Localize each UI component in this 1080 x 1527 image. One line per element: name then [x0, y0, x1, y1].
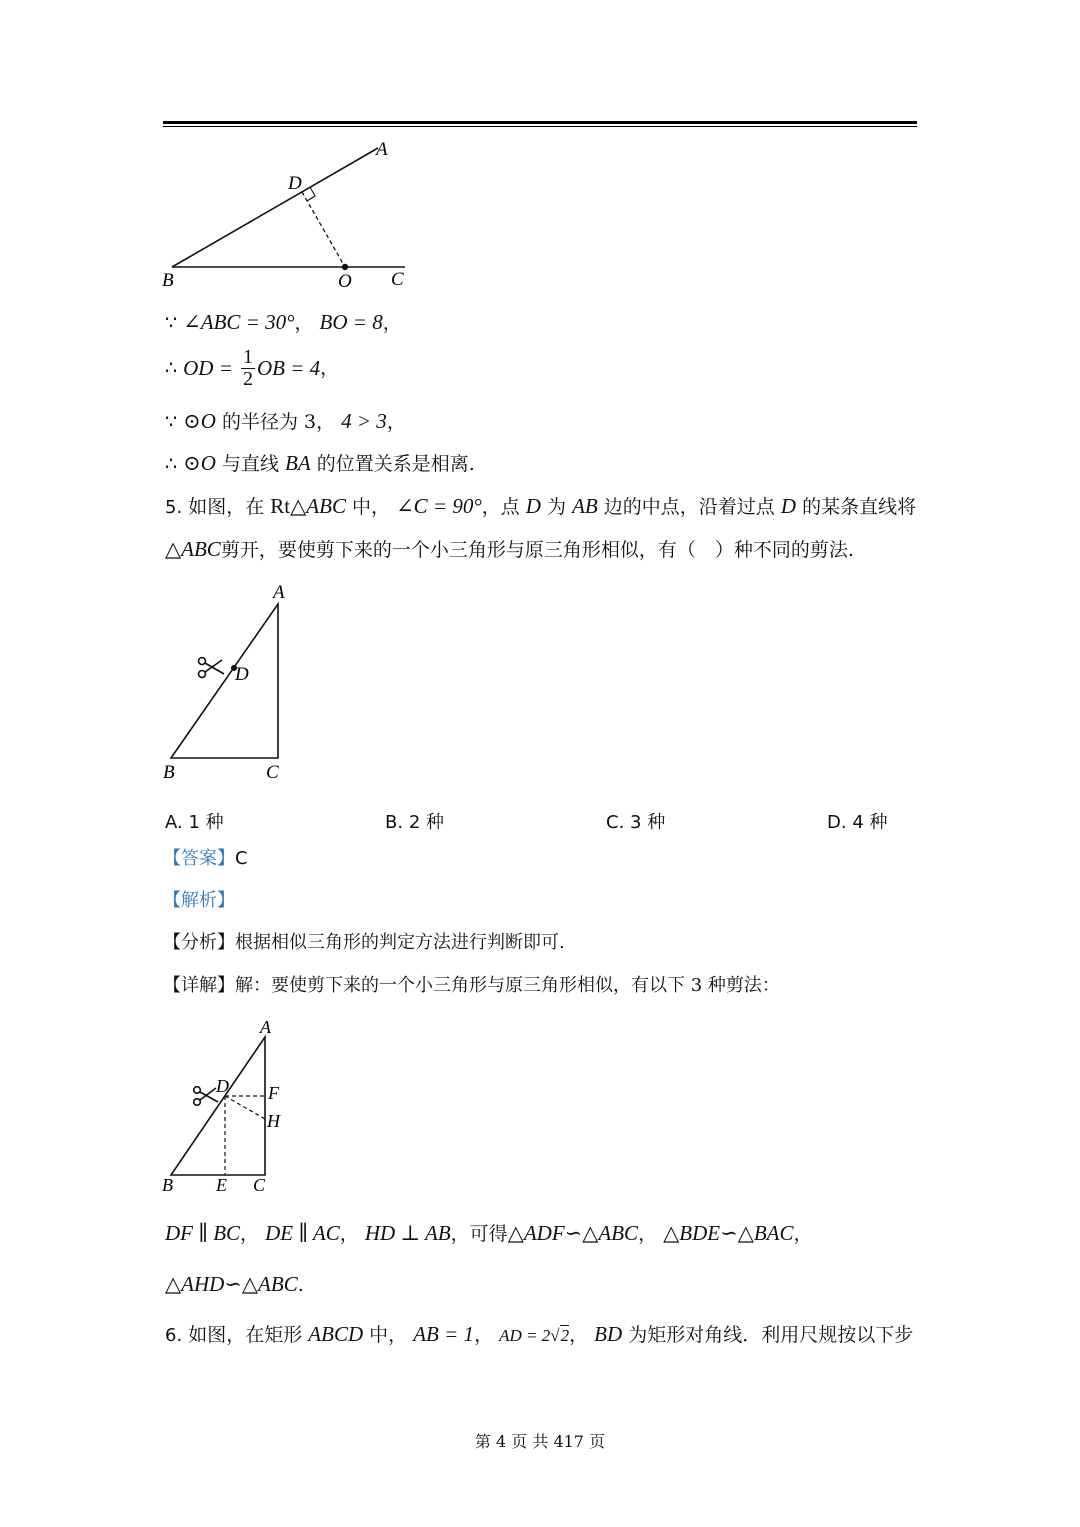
point-d-label: D: [780, 494, 797, 518]
question-text: 为: [547, 496, 567, 518]
label-f: F: [268, 1083, 279, 1103]
figure-angle-abc: [155, 135, 425, 295]
separator: .: [297, 1274, 304, 1296]
question-text: 中，: [352, 496, 391, 518]
angle-c: ∠C = 90°: [396, 494, 482, 518]
answer-value: C: [235, 848, 248, 869]
question-text: 为矩形对角线．利用尺规按以下步: [628, 1324, 914, 1346]
because-symbol: ∵: [165, 411, 178, 433]
circle-o: ⊙O: [183, 409, 216, 433]
question-text: 中，: [369, 1324, 408, 1346]
separator: ，: [240, 1223, 260, 1245]
label-h: H: [267, 1111, 280, 1131]
separator: ，: [793, 1223, 813, 1245]
ab-value: AB = 1: [413, 1322, 475, 1346]
solution-line-1: [165, 312, 402, 333]
scissors-icon: [199, 658, 225, 678]
line-ba-label: BA: [285, 451, 311, 475]
option-d[interactable]: [827, 808, 888, 834]
option-c[interactable]: [606, 808, 665, 834]
result-text: ，可得: [450, 1223, 508, 1245]
conclusion-text-2: 的位置关系是相离.: [316, 453, 475, 475]
separator: ，: [320, 357, 340, 379]
analysis-tag: 【解析】: [163, 890, 235, 911]
separator: ，: [294, 312, 314, 334]
result-line-1: [165, 1223, 813, 1244]
conclusion-text-1: 与直线: [221, 453, 279, 475]
figure-right-triangle: [155, 580, 305, 785]
fenxi-text: 根据相似三角形的判定方法进行判断即可.: [235, 932, 565, 953]
header-rule-bottom: [163, 126, 917, 127]
detail-text: 解：要使剪下来的一个小三角形与原三角形相似，有以下 3 种剪法：: [235, 975, 780, 996]
triangle-abc-shape: [171, 1037, 265, 1175]
question-5-line-2: [165, 539, 854, 560]
ad-value: AD = 2: [499, 1326, 551, 1345]
rt-label: Rt: [270, 494, 291, 518]
option-key: A.: [165, 812, 183, 833]
solution-line-2: [165, 347, 339, 390]
label-d: D: [235, 664, 249, 685]
separator: ，: [386, 411, 406, 433]
option-key: C.: [606, 812, 625, 833]
fraction-numerator: 1: [242, 346, 253, 368]
diagonal-bd: BD: [594, 1322, 623, 1346]
question-number: 6.: [165, 1325, 183, 1346]
solution-line-3: [165, 411, 406, 432]
answer-line: [163, 850, 248, 868]
question-text: ，点: [481, 496, 520, 518]
label-e: E: [216, 1175, 227, 1195]
question-6-line-1: [165, 1324, 913, 1345]
triangle-abc: △ABC: [290, 494, 346, 518]
point-o: [342, 264, 348, 270]
separator: ，: [638, 1223, 658, 1245]
header-rule-top: [163, 121, 917, 124]
label-o: O: [338, 271, 352, 292]
label-a: A: [376, 139, 388, 160]
label-b: B: [162, 270, 174, 291]
page-footer: 第 4 页 共 417 页: [474, 1432, 606, 1451]
segment-dh: [225, 1096, 265, 1119]
similar-ahd-abc: △AHD∽△ABC: [165, 1272, 298, 1296]
option-b[interactable]: [385, 808, 444, 834]
fraction-denominator: 2: [242, 368, 253, 390]
triangle-abc-shape: [171, 604, 278, 758]
label-a: A: [273, 582, 285, 603]
label-a: A: [260, 1017, 271, 1037]
point-d-label: D: [525, 494, 541, 518]
line-ba: [172, 148, 378, 267]
similar-bde-bac: △BDE∽△BAC: [663, 1221, 794, 1245]
ob-rhs: OB = 4: [256, 356, 321, 380]
option-text: 4 种: [852, 812, 888, 833]
question-text: 如图，在矩形: [188, 1324, 303, 1346]
od-lhs: OD =: [183, 356, 233, 380]
option-key: B.: [385, 812, 404, 833]
fenxi-line: [163, 934, 565, 952]
analysis-line: [163, 892, 235, 910]
option-text: 1 种: [188, 812, 224, 833]
question-text: 的某条直线将: [802, 496, 917, 518]
line-od: [302, 192, 345, 267]
question-text: 边的中点，沿着过点: [603, 496, 775, 518]
label-c: C: [253, 1175, 266, 1195]
fenxi-tag: 【分析】: [163, 932, 235, 953]
question-text: 如图，在: [188, 496, 265, 518]
option-text: 2 种: [408, 812, 444, 833]
de-parallel-ac: DE ∥ AC: [265, 1221, 340, 1245]
label-b: B: [162, 1175, 173, 1195]
inequality: 4 > 3: [341, 409, 387, 433]
angle-abc: ∠ABC = 30°: [183, 310, 295, 334]
separator: ，: [382, 312, 402, 334]
sqrt-symbol: √: [550, 1326, 560, 1345]
option-text: 3 种: [630, 812, 666, 833]
solution-line-4: [165, 453, 475, 474]
because-symbol: ∵: [165, 312, 178, 334]
option-key: D.: [827, 812, 847, 833]
label-d: D: [288, 173, 302, 194]
option-a[interactable]: [165, 808, 224, 834]
sqrt-argument: 2: [560, 1326, 570, 1345]
triangle-abc: △ABC: [165, 537, 221, 561]
question-number: 5.: [165, 497, 183, 518]
separator: ，: [474, 1324, 494, 1346]
separator: ，: [339, 1223, 359, 1245]
hd-perp-ab: HD ⊥ AB: [364, 1221, 451, 1245]
scissors-icon: [194, 1087, 218, 1106]
fraction-one-half: [241, 347, 255, 390]
figure-cut-methods: [155, 1015, 305, 1200]
therefore-symbol: ∴: [165, 453, 178, 475]
result-line-2: [165, 1274, 304, 1295]
segment-ab: AB: [572, 494, 598, 518]
label-c: C: [391, 269, 404, 290]
bo-value: BO = 8: [319, 310, 383, 334]
separator: ，: [569, 1324, 589, 1346]
label-b: B: [163, 762, 175, 783]
detail-tag: 【详解】: [163, 975, 235, 996]
similar-adf-abc: △ADF∽△ABC: [507, 1221, 639, 1245]
radius-text: 的半径为 3，: [221, 411, 336, 433]
circle-o: ⊙O: [183, 451, 216, 475]
rectangle-abcd: ABCD: [308, 1322, 364, 1346]
question-5-line-1: [165, 496, 916, 517]
answer-tag: 【答案】: [163, 848, 235, 869]
df-parallel-bc: DF ∥ BC: [165, 1221, 241, 1245]
detail-line: [163, 977, 780, 995]
question-text: 剪开，要使剪下来的一个小三角形与原三角形相似，有（ ）种不同的剪法.: [220, 539, 854, 561]
label-d: D: [216, 1076, 229, 1096]
label-c: C: [266, 762, 279, 783]
therefore-symbol: ∴: [165, 357, 178, 379]
